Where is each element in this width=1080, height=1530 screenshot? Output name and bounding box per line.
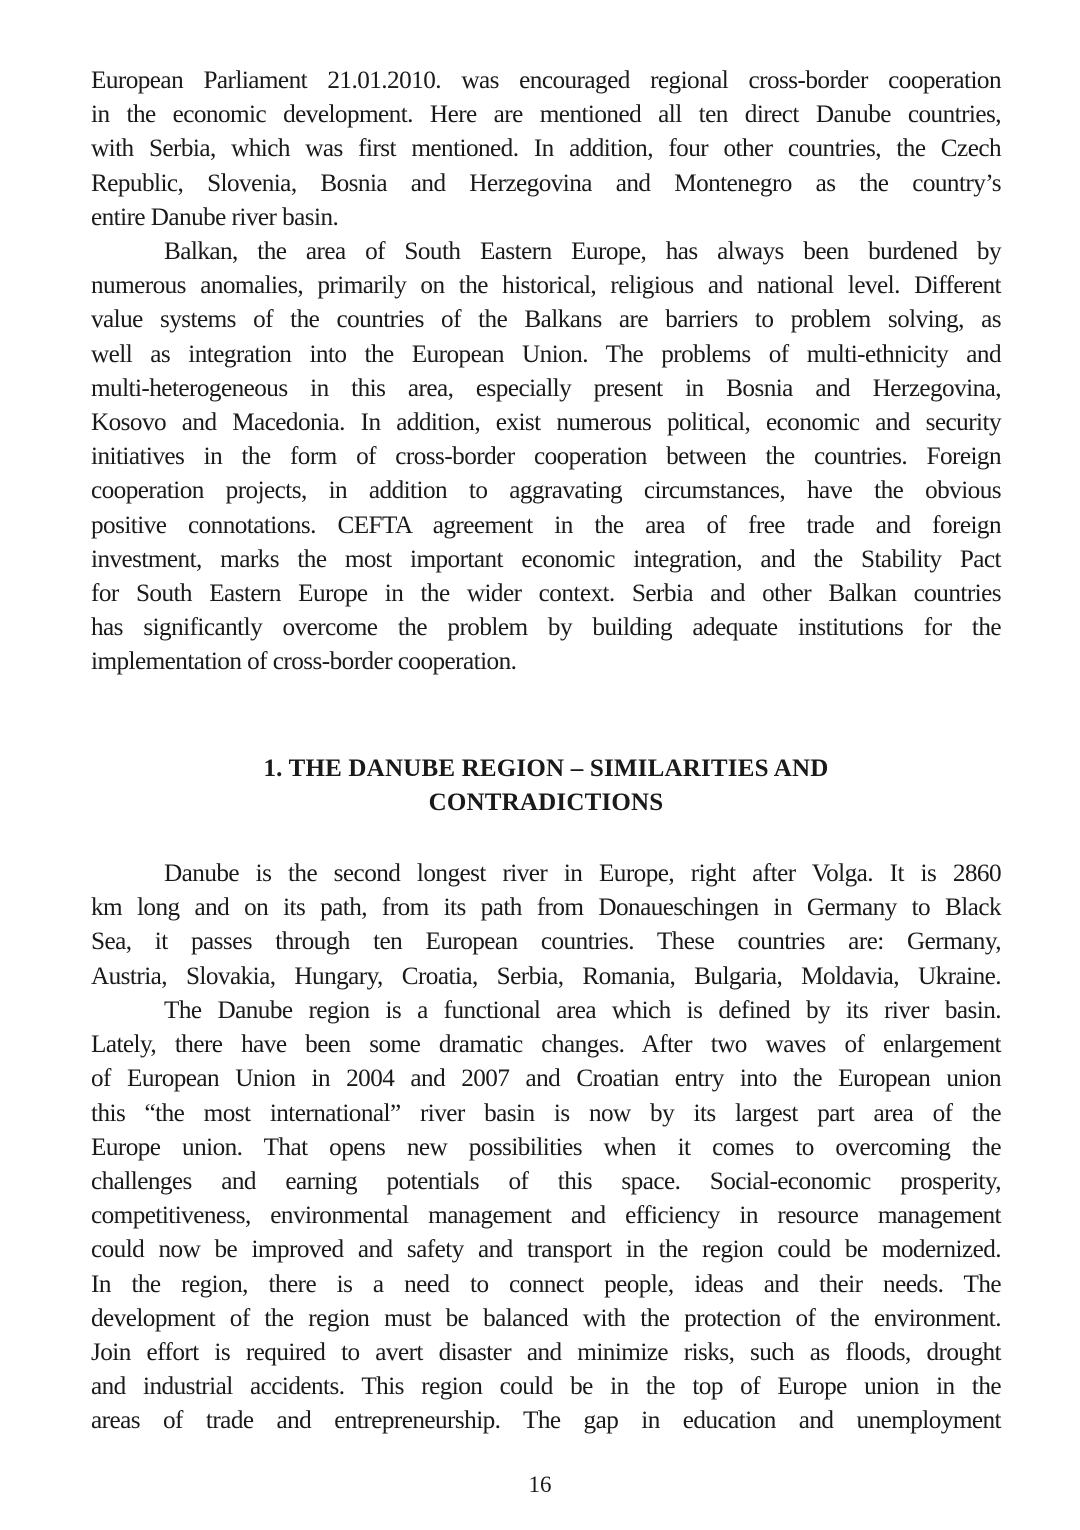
text-line: areas of trade and entrepreneurship. The gap in education and unemployment xyxy=(91,1407,1001,1435)
text-line: Austria, Slovakia, Hungary, Croatia, Serbia, Romania, Bulgaria, Moldavia, Ukraine. xyxy=(91,962,1001,990)
text-line: and industrial accidents. This region could be in the top of Europe union in the xyxy=(91,1373,1001,1401)
text-line: well as integration into the European Union. The problems of multi-ethnicity and xyxy=(91,340,1001,368)
paragraph-danube-river xyxy=(91,857,1001,994)
text-line: challenges and earning potentials of this space. Social-economic prosperity, xyxy=(91,1167,1001,1195)
text-line: value systems of the countries of the Balkans are barriers to problem solving, as xyxy=(91,306,1001,334)
text-line: European Parliament 21.01.2010. was encouraged regional cross-border cooperation xyxy=(91,67,1001,94)
text-line: could now be improved and safety and transport in the region could be modernized. xyxy=(91,1236,1001,1264)
text-line: Kosovo and Macedonia. In addition, exist numerous political, economic and security xyxy=(91,408,1001,436)
paragraph-balkan xyxy=(91,235,1001,679)
text-line: with Serbia, which was first mentioned. In addition, four other countries, the Czech xyxy=(91,135,1001,163)
text-line: has significantly overcome the problem by building adequate institutions for the xyxy=(91,614,1001,642)
text-line: Lately, there have been some dramatic changes. After two waves of enlargement xyxy=(91,1031,1001,1059)
text-line: implementation of cross-border cooperation. xyxy=(91,648,517,676)
text-line: Join effort is required to avert disaster and minimize risks, such as floods, drought xyxy=(91,1338,1001,1366)
text-line: Europe union. That opens new possibilities when it comes to overcoming the xyxy=(91,1133,1001,1161)
text-line: competitiveness, environmental management and efficiency in resource management xyxy=(91,1202,1001,1230)
text-line: km long and on its path, from its path from Donaueschingen in Germany to Black xyxy=(91,894,1001,922)
page-number: 16 xyxy=(528,1472,552,1497)
section-heading xyxy=(91,752,1001,820)
text-line: initiatives in the form of cross-border cooperation between the countries. Foreign xyxy=(91,443,1001,471)
text-line: Sea, it passes through ten European countries. These countries are: Germany, xyxy=(91,928,1001,956)
text-line: numerous anomalies, primarily on the historical, religious and national level. Different xyxy=(91,272,1001,300)
text-line: cooperation projects, in addition to aggravating circumstances, have the obvious xyxy=(91,477,1001,505)
text-line: investment, marks the most important economic integration, and the Stability Pact xyxy=(91,545,1001,573)
text-line: of European Union in 2004 and 2007 and Croatian entry into the European union xyxy=(91,1065,1001,1093)
text-line: positive connotations. CEFTA agreement in the area of free trade and foreign xyxy=(91,511,1001,539)
text-line: multi-heterogeneous in this area, especially present in Bosnia and Herzegovina, xyxy=(91,374,1001,402)
text-line: In the region, there is a need to connect people, ideas and their needs. The xyxy=(91,1270,1001,1298)
text-line: for South Eastern Europe in the wider context. Serbia and other Balkan countries xyxy=(91,579,1001,607)
text-line: The Danube region is a functional area which is defined by its river basin. xyxy=(164,997,1001,1024)
text-line: in the economic development. Here are mentioned all ten direct Danube countries, xyxy=(91,101,1001,129)
text-line: development of the region must be balanced with the protection of the environment. xyxy=(91,1304,1001,1332)
section-heading-line-2: CONTRADICTIONS xyxy=(428,789,664,816)
text-line: Danube is the second longest river in Europe, right after Volga. It is 2860 xyxy=(164,860,1001,887)
paragraph-danube-region xyxy=(91,994,1001,1438)
paragraph-european-parliament xyxy=(91,64,1001,235)
text-line: Balkan, the area of South Eastern Europe, has always been burdened by xyxy=(164,238,1001,265)
text-line: Republic, Slovenia, Bosnia and Herzegovina and Montenegro as the country’s xyxy=(91,169,1001,197)
text-line: this “the most international” river basin is now by its largest part area of the xyxy=(91,1099,1001,1127)
section-heading-line-1: 1. THE DANUBE REGION – SIMILARITIES AND xyxy=(263,755,829,782)
text-line: entire Danube river basin. xyxy=(91,203,339,231)
